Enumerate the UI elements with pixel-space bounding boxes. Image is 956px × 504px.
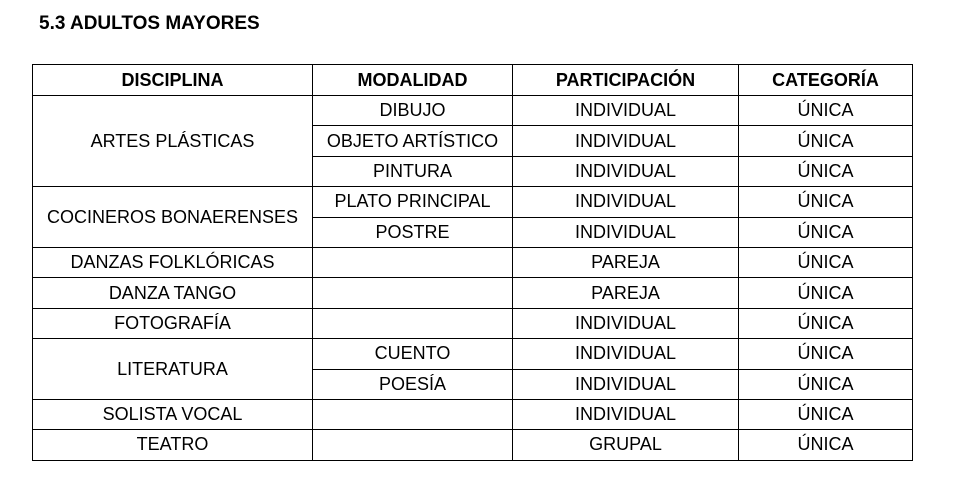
cell-modalidad: [313, 308, 513, 338]
cell-participacion: INDIVIDUAL: [513, 369, 739, 399]
header-categoria: CATEGORÍA: [739, 65, 913, 96]
cell-participacion: INDIVIDUAL: [513, 156, 739, 186]
section-title: 5.3 ADULTOS MAYORES: [39, 13, 260, 34]
cell-participacion: INDIVIDUAL: [513, 96, 739, 126]
table-row: [33, 278, 913, 308]
cell-categoria: ÚNICA: [739, 308, 913, 338]
disciplines-table: [32, 64, 913, 461]
cell-participacion: INDIVIDUAL: [513, 308, 739, 338]
header-participacion: PARTICIPACIÓN: [513, 65, 739, 96]
cell-categoria: ÚNICA: [739, 247, 913, 277]
cell-modalidad: [313, 278, 513, 308]
cell-categoria: ÚNICA: [739, 430, 913, 460]
cell-disciplina: SOLISTA VOCAL: [33, 399, 313, 429]
cell-participacion: INDIVIDUAL: [513, 399, 739, 429]
table-row: [33, 187, 913, 217]
cell-modalidad: POSTRE: [313, 217, 513, 247]
cell-categoria: ÚNICA: [739, 399, 913, 429]
cell-participacion: PAREJA: [513, 247, 739, 277]
header-disciplina: DISCIPLINA: [33, 65, 313, 96]
cell-participacion: PAREJA: [513, 278, 739, 308]
table-row: [33, 339, 913, 369]
header-modalidad: MODALIDAD: [313, 65, 513, 96]
table-row: [33, 399, 913, 429]
cell-participacion: INDIVIDUAL: [513, 339, 739, 369]
cell-participacion: INDIVIDUAL: [513, 217, 739, 247]
cell-participacion: INDIVIDUAL: [513, 187, 739, 217]
table-header-row: [33, 65, 913, 96]
cell-categoria: ÚNICA: [739, 278, 913, 308]
cell-disciplina: DANZAS FOLKLÓRICAS: [33, 247, 313, 277]
cell-modalidad: POESÍA: [313, 369, 513, 399]
cell-modalidad: CUENTO: [313, 339, 513, 369]
cell-categoria: ÚNICA: [739, 369, 913, 399]
table-row: [33, 96, 913, 126]
cell-categoria: ÚNICA: [739, 96, 913, 126]
cell-disciplina: TEATRO: [33, 430, 313, 460]
cell-modalidad: [313, 430, 513, 460]
cell-modalidad: DIBUJO: [313, 96, 513, 126]
cell-modalidad: [313, 399, 513, 429]
cell-modalidad: PINTURA: [313, 156, 513, 186]
cell-participacion: GRUPAL: [513, 430, 739, 460]
cell-modalidad: OBJETO ARTÍSTICO: [313, 126, 513, 156]
table-row: [33, 308, 913, 338]
cell-categoria: ÚNICA: [739, 217, 913, 247]
cell-disciplina: ARTES PLÁSTICAS: [33, 96, 313, 187]
cell-participacion: INDIVIDUAL: [513, 126, 739, 156]
cell-disciplina: LITERATURA: [33, 339, 313, 400]
table-row: [33, 430, 913, 460]
cell-disciplina: DANZA TANGO: [33, 278, 313, 308]
cell-categoria: ÚNICA: [739, 156, 913, 186]
cell-categoria: ÚNICA: [739, 187, 913, 217]
cell-modalidad: PLATO PRINCIPAL: [313, 187, 513, 217]
cell-modalidad: [313, 247, 513, 277]
cell-disciplina: COCINEROS BONAERENSES: [33, 187, 313, 248]
cell-categoria: ÚNICA: [739, 339, 913, 369]
cell-categoria: ÚNICA: [739, 126, 913, 156]
cell-disciplina: FOTOGRAFÍA: [33, 308, 313, 338]
table-row: [33, 247, 913, 277]
